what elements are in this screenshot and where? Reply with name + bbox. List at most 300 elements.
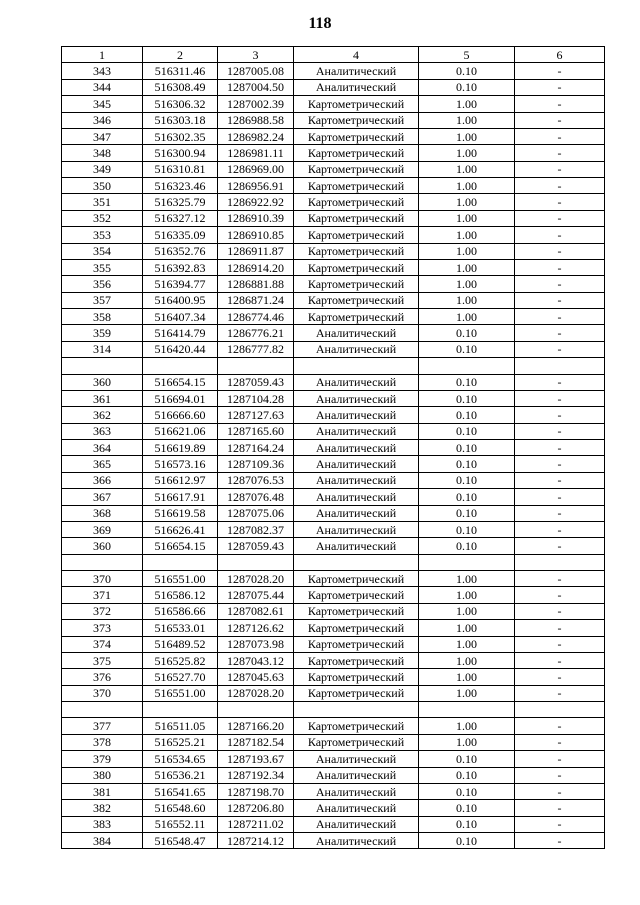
description-cell: - bbox=[515, 178, 605, 194]
accuracy-cell: 0.10 bbox=[419, 800, 515, 816]
y-coordinate-cell: 1287073.98 bbox=[218, 636, 294, 652]
description-cell: - bbox=[515, 636, 605, 652]
x-coordinate-cell: 516548.60 bbox=[143, 800, 218, 816]
point-number-cell: 362 bbox=[62, 407, 143, 423]
y-coordinate-cell: 1286981.11 bbox=[218, 145, 294, 161]
y-coordinate-cell: 1287104.28 bbox=[218, 390, 294, 406]
table-row bbox=[62, 800, 605, 816]
separator-row bbox=[62, 702, 605, 718]
table-row bbox=[62, 374, 605, 390]
x-coordinate-cell: 516302.35 bbox=[143, 128, 218, 144]
method-cell: Картометрический bbox=[294, 571, 419, 587]
description-cell: - bbox=[515, 456, 605, 472]
accuracy-cell: 1.00 bbox=[419, 652, 515, 668]
x-coordinate-cell: 516414.79 bbox=[143, 325, 218, 341]
method-cell: Аналитический bbox=[294, 440, 419, 456]
accuracy-cell: 0.10 bbox=[419, 79, 515, 95]
point-number-cell: 382 bbox=[62, 800, 143, 816]
description-cell: - bbox=[515, 440, 605, 456]
x-coordinate-cell: 516619.58 bbox=[143, 505, 218, 521]
description-cell: - bbox=[515, 259, 605, 275]
y-coordinate-cell: 1287082.37 bbox=[218, 521, 294, 537]
method-cell: Картометрический bbox=[294, 210, 419, 226]
point-number-cell: 381 bbox=[62, 783, 143, 799]
table-row bbox=[62, 587, 605, 603]
y-coordinate-cell: 1287059.43 bbox=[218, 374, 294, 390]
table-row bbox=[62, 259, 605, 275]
table-row bbox=[62, 816, 605, 832]
y-coordinate-cell: 1286774.46 bbox=[218, 309, 294, 325]
x-coordinate-cell: 516626.41 bbox=[143, 521, 218, 537]
header-row bbox=[62, 47, 605, 63]
accuracy-cell: 1.00 bbox=[419, 161, 515, 177]
method-cell: Аналитический bbox=[294, 63, 419, 79]
point-number-cell: 380 bbox=[62, 767, 143, 783]
table-row bbox=[62, 440, 605, 456]
accuracy-cell: 1.00 bbox=[419, 292, 515, 308]
point-number-cell: 366 bbox=[62, 472, 143, 488]
method-cell: Картометрический bbox=[294, 194, 419, 210]
method-cell: Аналитический bbox=[294, 521, 419, 537]
point-number-cell: 383 bbox=[62, 816, 143, 832]
x-coordinate-cell: 516654.15 bbox=[143, 538, 218, 554]
point-number-cell: 344 bbox=[62, 79, 143, 95]
method-cell: Картометрический bbox=[294, 259, 419, 275]
accuracy-cell bbox=[419, 702, 515, 718]
y-coordinate-cell: 1287109.36 bbox=[218, 456, 294, 472]
description-cell: - bbox=[515, 63, 605, 79]
method-cell: Аналитический bbox=[294, 423, 419, 439]
accuracy-cell: 1.00 bbox=[419, 309, 515, 325]
point-number-cell: 372 bbox=[62, 603, 143, 619]
method-cell: Аналитический bbox=[294, 489, 419, 505]
point-number-cell: 347 bbox=[62, 128, 143, 144]
separator-row bbox=[62, 358, 605, 374]
accuracy-cell: 0.10 bbox=[419, 341, 515, 357]
y-coordinate-cell: 1287002.39 bbox=[218, 96, 294, 112]
y-coordinate-cell: 1287192.34 bbox=[218, 767, 294, 783]
table-row bbox=[62, 489, 605, 505]
y-coordinate-cell: 1287127.63 bbox=[218, 407, 294, 423]
table-row bbox=[62, 309, 605, 325]
x-coordinate-cell: 516536.21 bbox=[143, 767, 218, 783]
accuracy-cell: 1.00 bbox=[419, 587, 515, 603]
point-number-cell: 345 bbox=[62, 96, 143, 112]
description-cell: - bbox=[515, 571, 605, 587]
description-cell: - bbox=[515, 767, 605, 783]
table-row bbox=[62, 128, 605, 144]
description-cell: - bbox=[515, 718, 605, 734]
x-coordinate-cell: 516586.12 bbox=[143, 587, 218, 603]
description-cell: - bbox=[515, 227, 605, 243]
table-row bbox=[62, 685, 605, 701]
point-number-cell: 361 bbox=[62, 390, 143, 406]
point-number-cell: 374 bbox=[62, 636, 143, 652]
method-cell: Аналитический bbox=[294, 833, 419, 849]
y-coordinate-cell: 1287198.70 bbox=[218, 783, 294, 799]
y-coordinate-cell: 1287076.48 bbox=[218, 489, 294, 505]
accuracy-cell: 0.10 bbox=[419, 521, 515, 537]
table-row bbox=[62, 571, 605, 587]
x-coordinate-cell: 516533.01 bbox=[143, 620, 218, 636]
table-row bbox=[62, 603, 605, 619]
method-cell: Картометрический bbox=[294, 161, 419, 177]
table-body bbox=[62, 63, 605, 849]
point-number-cell: 360 bbox=[62, 374, 143, 390]
x-coordinate-cell: 516586.66 bbox=[143, 603, 218, 619]
accuracy-cell: 0.10 bbox=[419, 505, 515, 521]
x-coordinate-cell: 516525.82 bbox=[143, 652, 218, 668]
point-number-cell: 354 bbox=[62, 243, 143, 259]
method-cell: Картометрический bbox=[294, 620, 419, 636]
y-coordinate-cell bbox=[218, 358, 294, 374]
method-cell: Аналитический bbox=[294, 341, 419, 357]
x-coordinate-cell: 516327.12 bbox=[143, 210, 218, 226]
x-coordinate-cell: 516525.21 bbox=[143, 734, 218, 750]
table-row bbox=[62, 79, 605, 95]
table-row bbox=[62, 112, 605, 128]
y-coordinate-cell: 1287075.44 bbox=[218, 587, 294, 603]
x-coordinate-cell: 516621.06 bbox=[143, 423, 218, 439]
y-coordinate-cell: 1286777.82 bbox=[218, 341, 294, 357]
method-cell: Картометрический bbox=[294, 96, 419, 112]
table-row bbox=[62, 669, 605, 685]
y-coordinate-cell: 1287164.24 bbox=[218, 440, 294, 456]
accuracy-cell: 1.00 bbox=[419, 259, 515, 275]
description-cell: - bbox=[515, 96, 605, 112]
x-coordinate-cell: 516552.11 bbox=[143, 816, 218, 832]
y-coordinate-cell bbox=[218, 554, 294, 570]
table-row bbox=[62, 194, 605, 210]
table-row bbox=[62, 145, 605, 161]
y-coordinate-cell: 1286911.87 bbox=[218, 243, 294, 259]
description-cell: - bbox=[515, 309, 605, 325]
method-cell: Аналитический bbox=[294, 783, 419, 799]
description-cell: - bbox=[515, 652, 605, 668]
accuracy-cell: 0.10 bbox=[419, 374, 515, 390]
x-coordinate-cell: 516573.16 bbox=[143, 456, 218, 472]
method-cell: Картометрический bbox=[294, 145, 419, 161]
y-coordinate-cell: 1287214.12 bbox=[218, 833, 294, 849]
accuracy-cell: 1.00 bbox=[419, 718, 515, 734]
accuracy-cell: 0.10 bbox=[419, 456, 515, 472]
accuracy-cell: 0.10 bbox=[419, 816, 515, 832]
table-row bbox=[62, 833, 605, 849]
accuracy-cell: 1.00 bbox=[419, 734, 515, 750]
y-coordinate-cell: 1286776.21 bbox=[218, 325, 294, 341]
table-row bbox=[62, 178, 605, 194]
method-cell bbox=[294, 554, 419, 570]
description-cell: - bbox=[515, 800, 605, 816]
table-row bbox=[62, 276, 605, 292]
description-cell: - bbox=[515, 292, 605, 308]
point-number-cell: 370 bbox=[62, 685, 143, 701]
point-number-cell: 379 bbox=[62, 751, 143, 767]
table-row bbox=[62, 783, 605, 799]
table-row bbox=[62, 407, 605, 423]
y-coordinate-cell: 1287028.20 bbox=[218, 571, 294, 587]
accuracy-cell: 0.10 bbox=[419, 472, 515, 488]
method-cell: Аналитический bbox=[294, 456, 419, 472]
x-coordinate-cell: 516551.00 bbox=[143, 571, 218, 587]
description-cell: - bbox=[515, 816, 605, 832]
point-number-cell: 352 bbox=[62, 210, 143, 226]
point-number-cell: 360 bbox=[62, 538, 143, 554]
method-cell: Аналитический bbox=[294, 407, 419, 423]
x-coordinate-cell: 516489.52 bbox=[143, 636, 218, 652]
method-cell: Аналитический bbox=[294, 374, 419, 390]
y-coordinate-cell: 1287126.62 bbox=[218, 620, 294, 636]
coordinates-table bbox=[61, 46, 605, 849]
y-coordinate-cell: 1286982.24 bbox=[218, 128, 294, 144]
table-row bbox=[62, 505, 605, 521]
description-cell bbox=[515, 702, 605, 718]
table-row bbox=[62, 161, 605, 177]
description-cell: - bbox=[515, 341, 605, 357]
table-row bbox=[62, 63, 605, 79]
description-cell bbox=[515, 358, 605, 374]
accuracy-cell: 0.10 bbox=[419, 538, 515, 554]
point-number-cell: 373 bbox=[62, 620, 143, 636]
x-coordinate-cell: 516323.46 bbox=[143, 178, 218, 194]
y-coordinate-cell: 1287082.61 bbox=[218, 603, 294, 619]
description-cell: - bbox=[515, 489, 605, 505]
method-cell: Картометрический bbox=[294, 718, 419, 734]
point-number-cell: 363 bbox=[62, 423, 143, 439]
table-row bbox=[62, 718, 605, 734]
table-row bbox=[62, 652, 605, 668]
accuracy-cell: 0.10 bbox=[419, 783, 515, 799]
point-number-cell: 371 bbox=[62, 587, 143, 603]
method-cell: Аналитический bbox=[294, 325, 419, 341]
x-coordinate-cell: 516694.01 bbox=[143, 390, 218, 406]
method-cell: Картометрический bbox=[294, 603, 419, 619]
description-cell: - bbox=[515, 325, 605, 341]
point-number-cell bbox=[62, 358, 143, 374]
y-coordinate-cell: 1286988.58 bbox=[218, 112, 294, 128]
method-cell: Картометрический bbox=[294, 734, 419, 750]
description-cell: - bbox=[515, 685, 605, 701]
table-row bbox=[62, 325, 605, 341]
column-header-description: 6 bbox=[515, 47, 605, 63]
table-row bbox=[62, 751, 605, 767]
accuracy-cell: 0.10 bbox=[419, 423, 515, 439]
description-cell: - bbox=[515, 128, 605, 144]
y-coordinate-cell bbox=[218, 702, 294, 718]
table-row bbox=[62, 341, 605, 357]
point-number-cell: 378 bbox=[62, 734, 143, 750]
point-number-cell: 364 bbox=[62, 440, 143, 456]
method-cell: Аналитический bbox=[294, 538, 419, 554]
description-cell: - bbox=[515, 783, 605, 799]
x-coordinate-cell: 516548.47 bbox=[143, 833, 218, 849]
y-coordinate-cell: 1286922.92 bbox=[218, 194, 294, 210]
x-coordinate-cell: 516511.05 bbox=[143, 718, 218, 734]
point-number-cell: 343 bbox=[62, 63, 143, 79]
page-number: 118 bbox=[308, 15, 332, 32]
point-number-cell: 359 bbox=[62, 325, 143, 341]
point-number-cell bbox=[62, 702, 143, 718]
point-number-cell: 384 bbox=[62, 833, 143, 849]
description-cell: - bbox=[515, 276, 605, 292]
accuracy-cell: 1.00 bbox=[419, 685, 515, 701]
y-coordinate-cell: 1287076.53 bbox=[218, 472, 294, 488]
point-number-cell: 367 bbox=[62, 489, 143, 505]
x-coordinate-cell: 516310.81 bbox=[143, 161, 218, 177]
x-coordinate-cell: 516619.89 bbox=[143, 440, 218, 456]
y-coordinate-cell: 1286910.39 bbox=[218, 210, 294, 226]
point-number-cell: 357 bbox=[62, 292, 143, 308]
column-header-y-coordinate: 3 bbox=[218, 47, 294, 63]
method-cell: Картометрический bbox=[294, 292, 419, 308]
description-cell: - bbox=[515, 112, 605, 128]
accuracy-cell: 1.00 bbox=[419, 276, 515, 292]
x-coordinate-cell: 516400.95 bbox=[143, 292, 218, 308]
description-cell: - bbox=[515, 538, 605, 554]
description-cell: - bbox=[515, 751, 605, 767]
y-coordinate-cell: 1287193.67 bbox=[218, 751, 294, 767]
x-coordinate-cell: 516654.15 bbox=[143, 374, 218, 390]
y-coordinate-cell: 1287043.12 bbox=[218, 652, 294, 668]
accuracy-cell: 0.10 bbox=[419, 390, 515, 406]
table-row bbox=[62, 734, 605, 750]
method-cell: Картометрический bbox=[294, 128, 419, 144]
accuracy-cell: 0.10 bbox=[419, 407, 515, 423]
x-coordinate-cell: 516308.49 bbox=[143, 79, 218, 95]
accuracy-cell: 1.00 bbox=[419, 243, 515, 259]
method-cell: Аналитический bbox=[294, 79, 419, 95]
accuracy-cell: 1.00 bbox=[419, 178, 515, 194]
y-coordinate-cell: 1286910.85 bbox=[218, 227, 294, 243]
x-coordinate-cell: 516551.00 bbox=[143, 685, 218, 701]
accuracy-cell: 1.00 bbox=[419, 571, 515, 587]
method-cell bbox=[294, 358, 419, 374]
y-coordinate-cell: 1286871.24 bbox=[218, 292, 294, 308]
method-cell: Аналитический bbox=[294, 751, 419, 767]
x-coordinate-cell: 516407.34 bbox=[143, 309, 218, 325]
x-coordinate-cell: 516306.32 bbox=[143, 96, 218, 112]
y-coordinate-cell: 1287165.60 bbox=[218, 423, 294, 439]
accuracy-cell: 0.10 bbox=[419, 767, 515, 783]
x-coordinate-cell: 516617.91 bbox=[143, 489, 218, 505]
y-coordinate-cell: 1286969.00 bbox=[218, 161, 294, 177]
description-cell: - bbox=[515, 374, 605, 390]
point-number-cell: 370 bbox=[62, 571, 143, 587]
y-coordinate-cell: 1286956.91 bbox=[218, 178, 294, 194]
point-number-cell: 350 bbox=[62, 178, 143, 194]
accuracy-cell: 1.00 bbox=[419, 112, 515, 128]
table-row bbox=[62, 292, 605, 308]
point-number-cell: 358 bbox=[62, 309, 143, 325]
point-number-cell: 346 bbox=[62, 112, 143, 128]
column-header-x-coordinate: 2 bbox=[143, 47, 218, 63]
description-cell: - bbox=[515, 390, 605, 406]
point-number-cell: 353 bbox=[62, 227, 143, 243]
y-coordinate-cell: 1287211.02 bbox=[218, 816, 294, 832]
description-cell: - bbox=[515, 243, 605, 259]
accuracy-cell: 0.10 bbox=[419, 440, 515, 456]
table-row bbox=[62, 96, 605, 112]
table-header bbox=[62, 47, 605, 63]
accuracy-cell: 1.00 bbox=[419, 603, 515, 619]
description-cell bbox=[515, 554, 605, 570]
table-row bbox=[62, 620, 605, 636]
point-number-cell: 375 bbox=[62, 652, 143, 668]
x-coordinate-cell: 516335.09 bbox=[143, 227, 218, 243]
description-cell: - bbox=[515, 587, 605, 603]
point-number-cell bbox=[62, 554, 143, 570]
accuracy-cell bbox=[419, 358, 515, 374]
x-coordinate-cell: 516392.83 bbox=[143, 259, 218, 275]
description-cell: - bbox=[515, 161, 605, 177]
accuracy-cell: 0.10 bbox=[419, 63, 515, 79]
method-cell: Аналитический bbox=[294, 767, 419, 783]
accuracy-cell: 0.10 bbox=[419, 325, 515, 341]
method-cell: Картометрический bbox=[294, 276, 419, 292]
description-cell: - bbox=[515, 603, 605, 619]
method-cell: Картометрический bbox=[294, 243, 419, 259]
table-row bbox=[62, 767, 605, 783]
accuracy-cell: 0.10 bbox=[419, 751, 515, 767]
y-coordinate-cell: 1287075.06 bbox=[218, 505, 294, 521]
y-coordinate-cell: 1287045.63 bbox=[218, 669, 294, 685]
table-row bbox=[62, 538, 605, 554]
x-coordinate-cell: 516666.60 bbox=[143, 407, 218, 423]
x-coordinate-cell: 516527.70 bbox=[143, 669, 218, 685]
method-cell: Аналитический bbox=[294, 800, 419, 816]
x-coordinate-cell: 516420.44 bbox=[143, 341, 218, 357]
accuracy-cell: 1.00 bbox=[419, 194, 515, 210]
point-number-cell: 369 bbox=[62, 521, 143, 537]
accuracy-cell: 1.00 bbox=[419, 96, 515, 112]
description-cell: - bbox=[515, 521, 605, 537]
point-number-cell: 376 bbox=[62, 669, 143, 685]
x-coordinate-cell: 516303.18 bbox=[143, 112, 218, 128]
accuracy-cell bbox=[419, 554, 515, 570]
x-coordinate-cell bbox=[143, 702, 218, 718]
table-row bbox=[62, 390, 605, 406]
y-coordinate-cell: 1287005.08 bbox=[218, 63, 294, 79]
description-cell: - bbox=[515, 669, 605, 685]
x-coordinate-cell: 516612.97 bbox=[143, 472, 218, 488]
x-coordinate-cell: 516300.94 bbox=[143, 145, 218, 161]
x-coordinate-cell: 516325.79 bbox=[143, 194, 218, 210]
point-number-cell: 368 bbox=[62, 505, 143, 521]
accuracy-cell: 1.00 bbox=[419, 210, 515, 226]
x-coordinate-cell bbox=[143, 554, 218, 570]
point-number-cell: 355 bbox=[62, 259, 143, 275]
point-number-cell: 348 bbox=[62, 145, 143, 161]
accuracy-cell: 1.00 bbox=[419, 620, 515, 636]
description-cell: - bbox=[515, 79, 605, 95]
method-cell: Картометрический bbox=[294, 587, 419, 603]
description-cell: - bbox=[515, 620, 605, 636]
method-cell: Картометрический bbox=[294, 112, 419, 128]
method-cell: Картометрический bbox=[294, 685, 419, 701]
method-cell: Картометрический bbox=[294, 178, 419, 194]
method-cell: Аналитический bbox=[294, 816, 419, 832]
point-number-cell: 365 bbox=[62, 456, 143, 472]
table-row bbox=[62, 243, 605, 259]
description-cell: - bbox=[515, 734, 605, 750]
description-cell: - bbox=[515, 833, 605, 849]
x-coordinate-cell: 516352.76 bbox=[143, 243, 218, 259]
accuracy-cell: 1.00 bbox=[419, 669, 515, 685]
y-coordinate-cell: 1287059.43 bbox=[218, 538, 294, 554]
column-header-point-number: 1 bbox=[62, 47, 143, 63]
point-number-cell: 351 bbox=[62, 194, 143, 210]
column-header-accuracy: 5 bbox=[419, 47, 515, 63]
